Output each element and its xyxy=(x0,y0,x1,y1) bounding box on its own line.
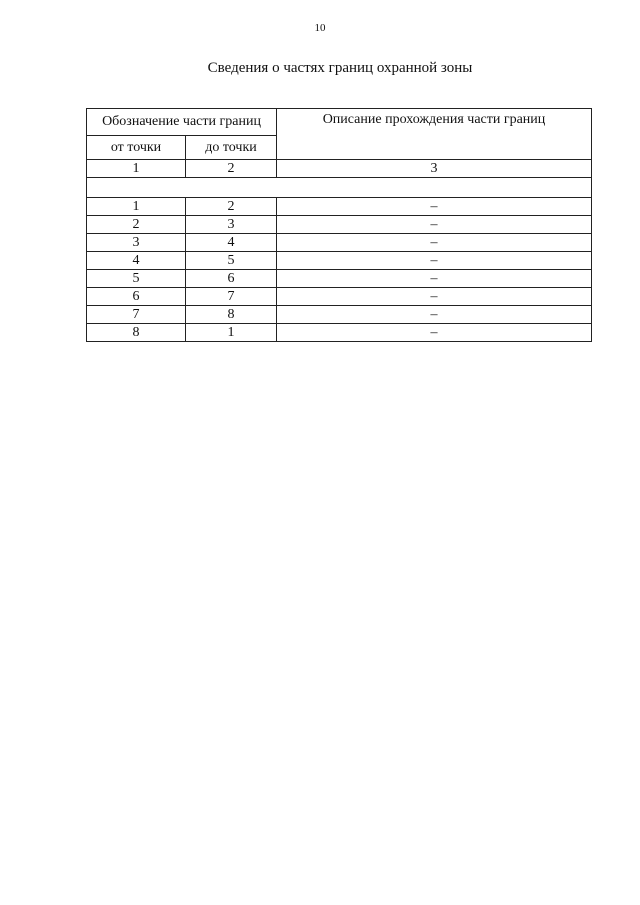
from-point-cell: 6 xyxy=(87,288,186,306)
to-point-cell: 4 xyxy=(186,234,277,252)
table-header-row xyxy=(87,109,592,136)
table-row xyxy=(87,234,592,252)
to-point-cell: 7 xyxy=(186,288,277,306)
to-point-cell: 1 xyxy=(186,324,277,342)
from-point-cell: 2 xyxy=(87,216,186,234)
blank-cell xyxy=(87,178,592,198)
from-point-cell: 8 xyxy=(87,324,186,342)
column-number-3: 3 xyxy=(277,160,592,178)
document-title: Сведения о частях границ охранной зоны xyxy=(207,60,473,76)
from-point-cell: 1 xyxy=(87,198,186,216)
designation-header: Обозначение части границ xyxy=(87,109,277,136)
description-cell: – xyxy=(277,234,592,252)
table-row xyxy=(87,198,592,216)
from-point-header: от точки xyxy=(87,136,186,160)
page-number: 10 xyxy=(314,22,326,34)
description-cell: – xyxy=(277,198,592,216)
description-cell: – xyxy=(277,252,592,270)
description-cell: – xyxy=(277,324,592,342)
to-point-cell: 2 xyxy=(186,198,277,216)
to-point-cell: 3 xyxy=(186,216,277,234)
table-row xyxy=(87,306,592,324)
description-header: Описание прохождения части границ xyxy=(277,109,592,160)
description-cell: – xyxy=(277,270,592,288)
to-point-cell: 8 xyxy=(186,306,277,324)
column-number-2: 2 xyxy=(186,160,277,178)
from-point-cell: 5 xyxy=(87,270,186,288)
table-row xyxy=(87,270,592,288)
from-point-cell: 4 xyxy=(87,252,186,270)
table-row xyxy=(87,288,592,306)
table-row xyxy=(87,216,592,234)
column-number-1: 1 xyxy=(87,160,186,178)
from-point-cell: 7 xyxy=(87,306,186,324)
description-cell: – xyxy=(277,216,592,234)
description-cell: – xyxy=(277,306,592,324)
table-row xyxy=(87,252,592,270)
column-number-row xyxy=(87,160,592,178)
boundary-parts-table xyxy=(86,108,592,342)
table-row xyxy=(87,324,592,342)
to-point-header: до точки xyxy=(186,136,277,160)
to-point-cell: 5 xyxy=(186,252,277,270)
to-point-cell: 6 xyxy=(186,270,277,288)
blank-row xyxy=(87,178,592,198)
description-cell: – xyxy=(277,288,592,306)
from-point-cell: 3 xyxy=(87,234,186,252)
